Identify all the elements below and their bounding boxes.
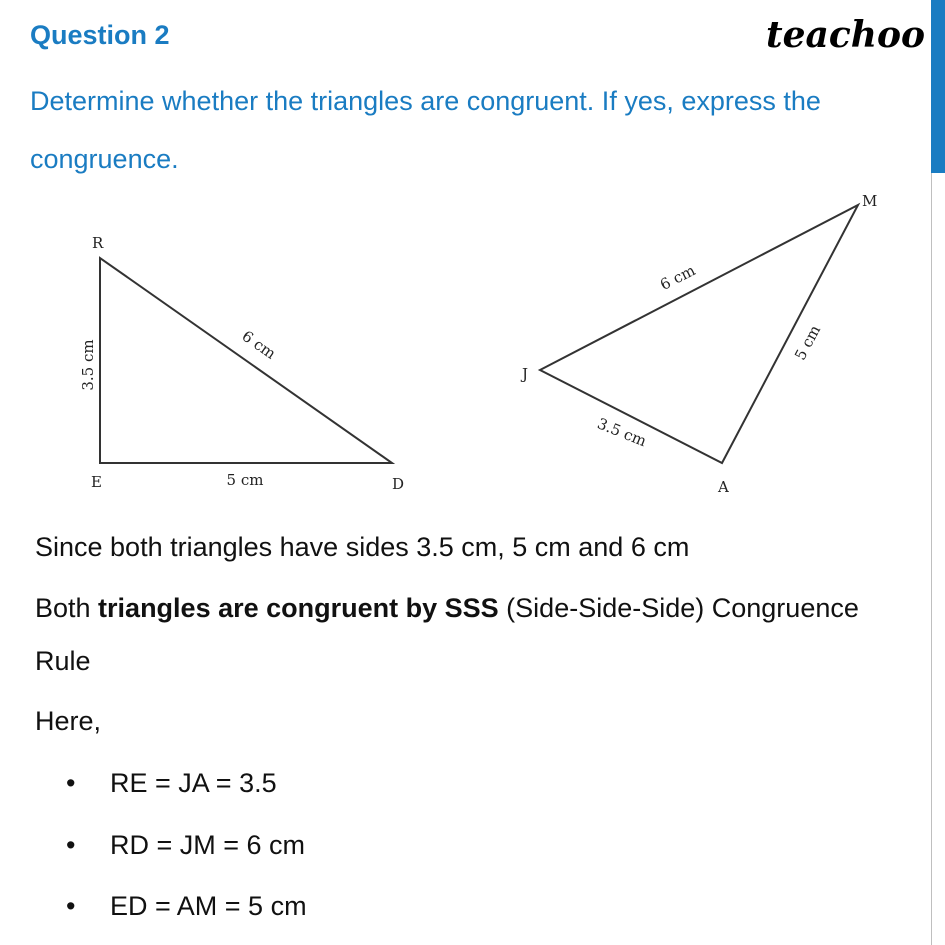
bullet-dot: •: [66, 768, 76, 798]
triangle-red: [100, 258, 392, 463]
question-text: Determine whether the triangles are congruent. If yes, express the congruence.: [30, 86, 821, 174]
question-label: Question 2: [30, 20, 170, 50]
side-rd-label: 6 cm: [238, 326, 280, 363]
brand-logo: teachoo: [766, 14, 925, 56]
bullet-text: RE = JA = 3.5: [110, 768, 277, 798]
vertex-j-label: J: [522, 365, 529, 383]
bullet-text: ED = AM = 5 cm: [110, 891, 307, 921]
answer-line-2-end: (Side-Side-Side) Congruence: [498, 593, 859, 623]
bullet-dot: •: [66, 830, 76, 860]
vertex-r-label: R: [92, 234, 104, 252]
side-divider: [931, 173, 932, 945]
triangles-figure: [0, 180, 930, 510]
vertex-d-label: D: [392, 475, 405, 493]
list-item: [66, 830, 305, 861]
answer-line-2: [35, 593, 859, 624]
side-jm-label: 6 cm: [657, 261, 699, 294]
list-item: [66, 891, 307, 922]
bullet-dot: •: [66, 891, 76, 921]
answer-line-2-bold: triangles are congruent by SSS: [98, 593, 499, 623]
list-item: [66, 768, 277, 799]
vertex-e-label: E: [91, 473, 102, 491]
side-re-label: 3.5 cm: [79, 339, 97, 391]
answer-line-1: Since both triangles have sides 3.5 cm, 5 cm and 6 cm: [35, 532, 690, 562]
side-ed-label: 5 cm: [226, 471, 264, 489]
answer-line-2-start: Both: [35, 593, 99, 623]
answer-line-2-cont: Rule: [35, 646, 91, 676]
side-accent-bar: [931, 0, 945, 173]
bullet-text: RD = JM = 6 cm: [110, 830, 306, 860]
vertex-m-label: M: [862, 192, 878, 210]
answer-here: Here,: [35, 706, 102, 736]
side-ma-label: 5 cm: [790, 322, 825, 364]
vertex-a-label: A: [718, 478, 729, 496]
side-ja-label: 3.5 cm: [594, 414, 650, 451]
